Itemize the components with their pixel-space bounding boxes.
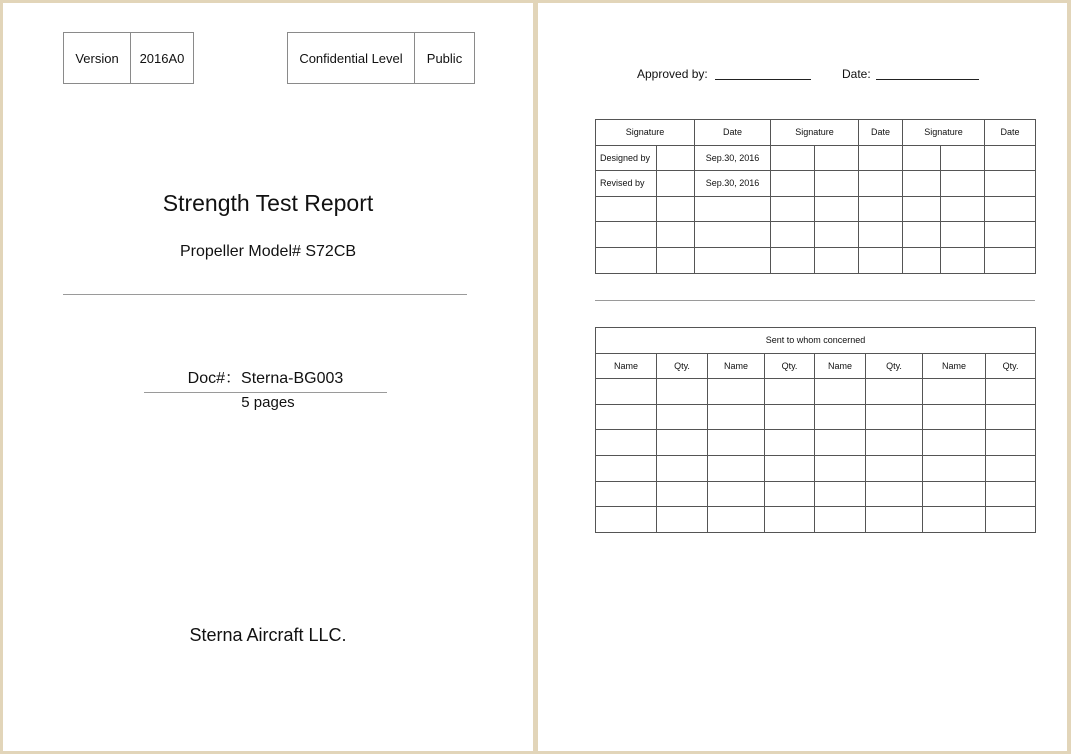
blank-cell [815, 404, 866, 430]
propeller-model: Propeller Model# S72CB [179, 243, 357, 260]
blank-cell [815, 379, 866, 405]
blank-cell [903, 222, 941, 248]
header-cell: Qty. [765, 353, 815, 379]
blank-cell [859, 145, 903, 171]
confidential-value: Public [415, 33, 475, 84]
divider [63, 294, 467, 295]
blank-cell [986, 455, 1036, 481]
header-cell: Qty. [986, 353, 1036, 379]
blank-cell [866, 379, 923, 405]
header-cell: Name [596, 353, 657, 379]
blank-cell [903, 196, 941, 222]
table-row [596, 171, 1036, 197]
table-row [596, 196, 1036, 222]
signature-header-row [596, 120, 1036, 146]
table-row [596, 507, 1036, 533]
header-cell: Qty. [866, 353, 923, 379]
blank-cell [657, 455, 708, 481]
report-title: Strength Test Report [162, 190, 374, 216]
blank-cell [708, 507, 765, 533]
blank-cell [657, 171, 695, 197]
blank-cell [657, 196, 695, 222]
blank-cell [596, 379, 657, 405]
divider [595, 300, 1035, 301]
blank-cell [923, 455, 986, 481]
blank-cell [596, 507, 657, 533]
distribution-table [595, 327, 1036, 533]
header-cell: Name [923, 353, 986, 379]
blank-cell [866, 430, 923, 456]
row-label: Revised by [596, 171, 657, 197]
blank-cell [815, 430, 866, 456]
blank-cell [859, 247, 903, 273]
row-label: Designed by [596, 145, 657, 171]
confidential-box [287, 32, 475, 84]
blank-cell [765, 481, 815, 507]
row-date: Sep.30, 2016 [695, 171, 771, 197]
blank-cell [695, 247, 771, 273]
blank-cell [903, 247, 941, 273]
blank-cell [815, 507, 866, 533]
blank-cell [657, 481, 708, 507]
blank-cell [596, 196, 657, 222]
blank-cell [815, 145, 859, 171]
blank-cell [923, 481, 986, 507]
blank-cell [695, 222, 771, 248]
table-row [596, 222, 1036, 248]
blank-cell [985, 171, 1036, 197]
blank-cell [596, 247, 657, 273]
table-row [596, 247, 1036, 273]
blank-cell [657, 430, 708, 456]
blank-cell [708, 404, 765, 430]
cover-page [3, 3, 533, 751]
header-cell: Signature [903, 120, 985, 146]
document-number: Doc#：Sterna-BG003 [144, 365, 387, 393]
blank-cell [708, 379, 765, 405]
blank-cell [657, 145, 695, 171]
blank-cell [765, 507, 815, 533]
blank-cell [815, 247, 859, 273]
blank-cell [859, 222, 903, 248]
blank-cell [815, 196, 859, 222]
blank-cell [657, 222, 695, 248]
blank-cell [986, 507, 1036, 533]
approved-by-blank [715, 67, 811, 80]
blank-cell [985, 222, 1036, 248]
distribution-title-row [596, 328, 1036, 354]
blank-cell [695, 196, 771, 222]
blank-cell [596, 481, 657, 507]
blank-cell [985, 247, 1036, 273]
company-name: Sterna Aircraft LLC. [189, 625, 347, 645]
blank-cell [941, 196, 985, 222]
approved-by-label: Approved by: [637, 67, 708, 81]
signature-table [595, 119, 1036, 274]
blank-cell [765, 404, 815, 430]
table-row [596, 379, 1036, 405]
blank-cell [986, 379, 1036, 405]
header-cell: Signature [596, 120, 695, 146]
blank-cell [941, 222, 985, 248]
approval-date-blank [876, 67, 979, 80]
table-row [596, 404, 1036, 430]
version-label: Version [64, 33, 131, 84]
header-cell: Name [815, 353, 866, 379]
blank-cell [923, 379, 986, 405]
distribution-title: Sent to whom concerned [596, 328, 1036, 354]
blank-cell [903, 171, 941, 197]
table-row [596, 145, 1036, 171]
version-value: 2016A0 [131, 33, 194, 84]
blank-cell [859, 196, 903, 222]
blank-cell [765, 430, 815, 456]
blank-cell [815, 222, 859, 248]
blank-cell [657, 379, 708, 405]
blank-cell [941, 145, 985, 171]
blank-cell [771, 171, 815, 197]
row-date: Sep.30, 2016 [695, 145, 771, 171]
blank-cell [771, 222, 815, 248]
blank-cell [771, 247, 815, 273]
table-row [596, 455, 1036, 481]
blank-cell [815, 455, 866, 481]
blank-cell [771, 196, 815, 222]
blank-cell [986, 404, 1036, 430]
blank-cell [771, 145, 815, 171]
blank-cell [985, 196, 1036, 222]
blank-cell [657, 247, 695, 273]
blank-cell [941, 171, 985, 197]
blank-cell [765, 379, 815, 405]
blank-cell [657, 404, 708, 430]
blank-cell [985, 145, 1036, 171]
approval-page [538, 3, 1067, 751]
header-cell: Date [859, 120, 903, 146]
blank-cell [941, 247, 985, 273]
blank-cell [815, 171, 859, 197]
blank-cell [866, 455, 923, 481]
confidential-label: Confidential Level [288, 33, 415, 84]
blank-cell [596, 404, 657, 430]
blank-cell [986, 430, 1036, 456]
header-cell: Date [695, 120, 771, 146]
table-row [596, 430, 1036, 456]
blank-cell [708, 481, 765, 507]
blank-cell [596, 430, 657, 456]
header-cell: Signature [771, 120, 859, 146]
blank-cell [596, 222, 657, 248]
blank-cell [708, 430, 765, 456]
table-row [596, 481, 1036, 507]
blank-cell [596, 455, 657, 481]
approval-date-label: Date: [842, 67, 871, 81]
blank-cell [866, 507, 923, 533]
header-cell: Qty. [657, 353, 708, 379]
blank-cell [923, 430, 986, 456]
blank-cell [708, 455, 765, 481]
blank-cell [859, 171, 903, 197]
blank-cell [866, 404, 923, 430]
blank-cell [923, 404, 986, 430]
blank-cell [815, 481, 866, 507]
page-count: 5 pages [241, 394, 295, 411]
blank-cell [903, 145, 941, 171]
header-cell: Name [708, 353, 765, 379]
blank-cell [923, 507, 986, 533]
blank-cell [657, 507, 708, 533]
blank-cell [866, 481, 923, 507]
blank-cell [765, 455, 815, 481]
blank-cell [986, 481, 1036, 507]
header-cell: Date [985, 120, 1036, 146]
version-box [63, 32, 194, 84]
distribution-header-row [596, 353, 1036, 379]
